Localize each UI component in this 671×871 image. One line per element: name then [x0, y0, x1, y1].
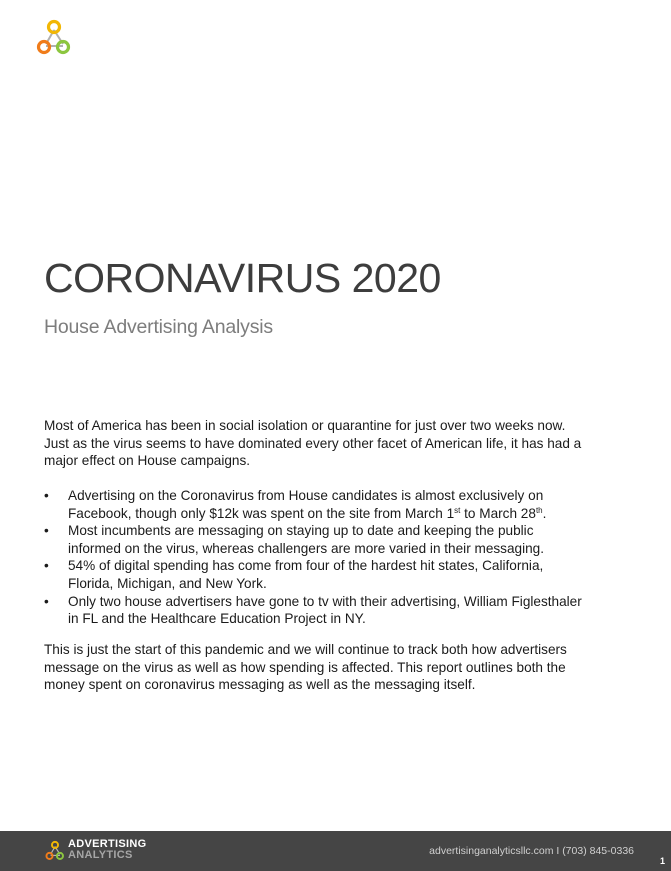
brand-line-2: ANALYTICS: [68, 849, 133, 861]
page-subtitle: House Advertising Analysis: [44, 316, 273, 338]
advertising-analytics-logo-icon: [34, 18, 74, 58]
ordinal-suffix: th: [535, 505, 543, 515]
bullet-marker: •: [44, 593, 49, 609]
footer-logo-icon: [44, 840, 66, 862]
closing-paragraph: This is just the start of this pandemic and we will continue to track both how advertisers message on the virus as well as how spending is affected. This report outlines both the money spent on coronavirus messaging as well as the messaging itself.: [44, 642, 567, 693]
brand-line-1: ADVERTISING: [68, 838, 147, 850]
bullet-marker: •: [44, 523, 49, 539]
bullet-text: Only two house advertisers have gone to tv with their advertising, William Figlesthaler in FL and the Healthcare Education Project in NY.: [68, 593, 582, 627]
footer-contact: advertisinganalyticsllc.com I (703) 845-0336: [429, 845, 634, 857]
footer-brand: [68, 839, 146, 861]
bullet-text: Most incumbents are messaging on staying up to date and keeping the public informed on the virus, whereas challengers are more varied in their messaging.: [68, 523, 545, 556]
list-item: [44, 522, 584, 557]
intro-paragraph: Most of America has been in social isolation or quarantine for just over two weeks now. Just as the virus seems to have dominated every other facet of American life, it has had a major effect on House campaigns.: [44, 418, 582, 469]
bullet-text: Advertising on the Coronavirus from House candidates is almost exclusively on Facebook, though only $12k was spent on the site from March 1: [68, 488, 544, 521]
page-title: CORONAVIRUS 2020: [44, 255, 441, 301]
bullet-marker: •: [44, 558, 49, 574]
bullet-text: .: [542, 505, 547, 521]
bullet-text: 54% of digital spending has come from four of the hardest hit states, California, Florida, Michigan, and New York.: [68, 558, 544, 591]
page-footer: [0, 831, 671, 871]
bullet-marker: •: [44, 488, 49, 503]
ordinal-suffix: st: [454, 505, 461, 515]
key-findings-list: [44, 487, 584, 628]
page-number: 1: [659, 856, 665, 866]
list-item: [44, 487, 584, 522]
bullet-text: to March 28: [460, 505, 536, 521]
list-item: [44, 593, 584, 628]
list-item: [44, 557, 584, 592]
